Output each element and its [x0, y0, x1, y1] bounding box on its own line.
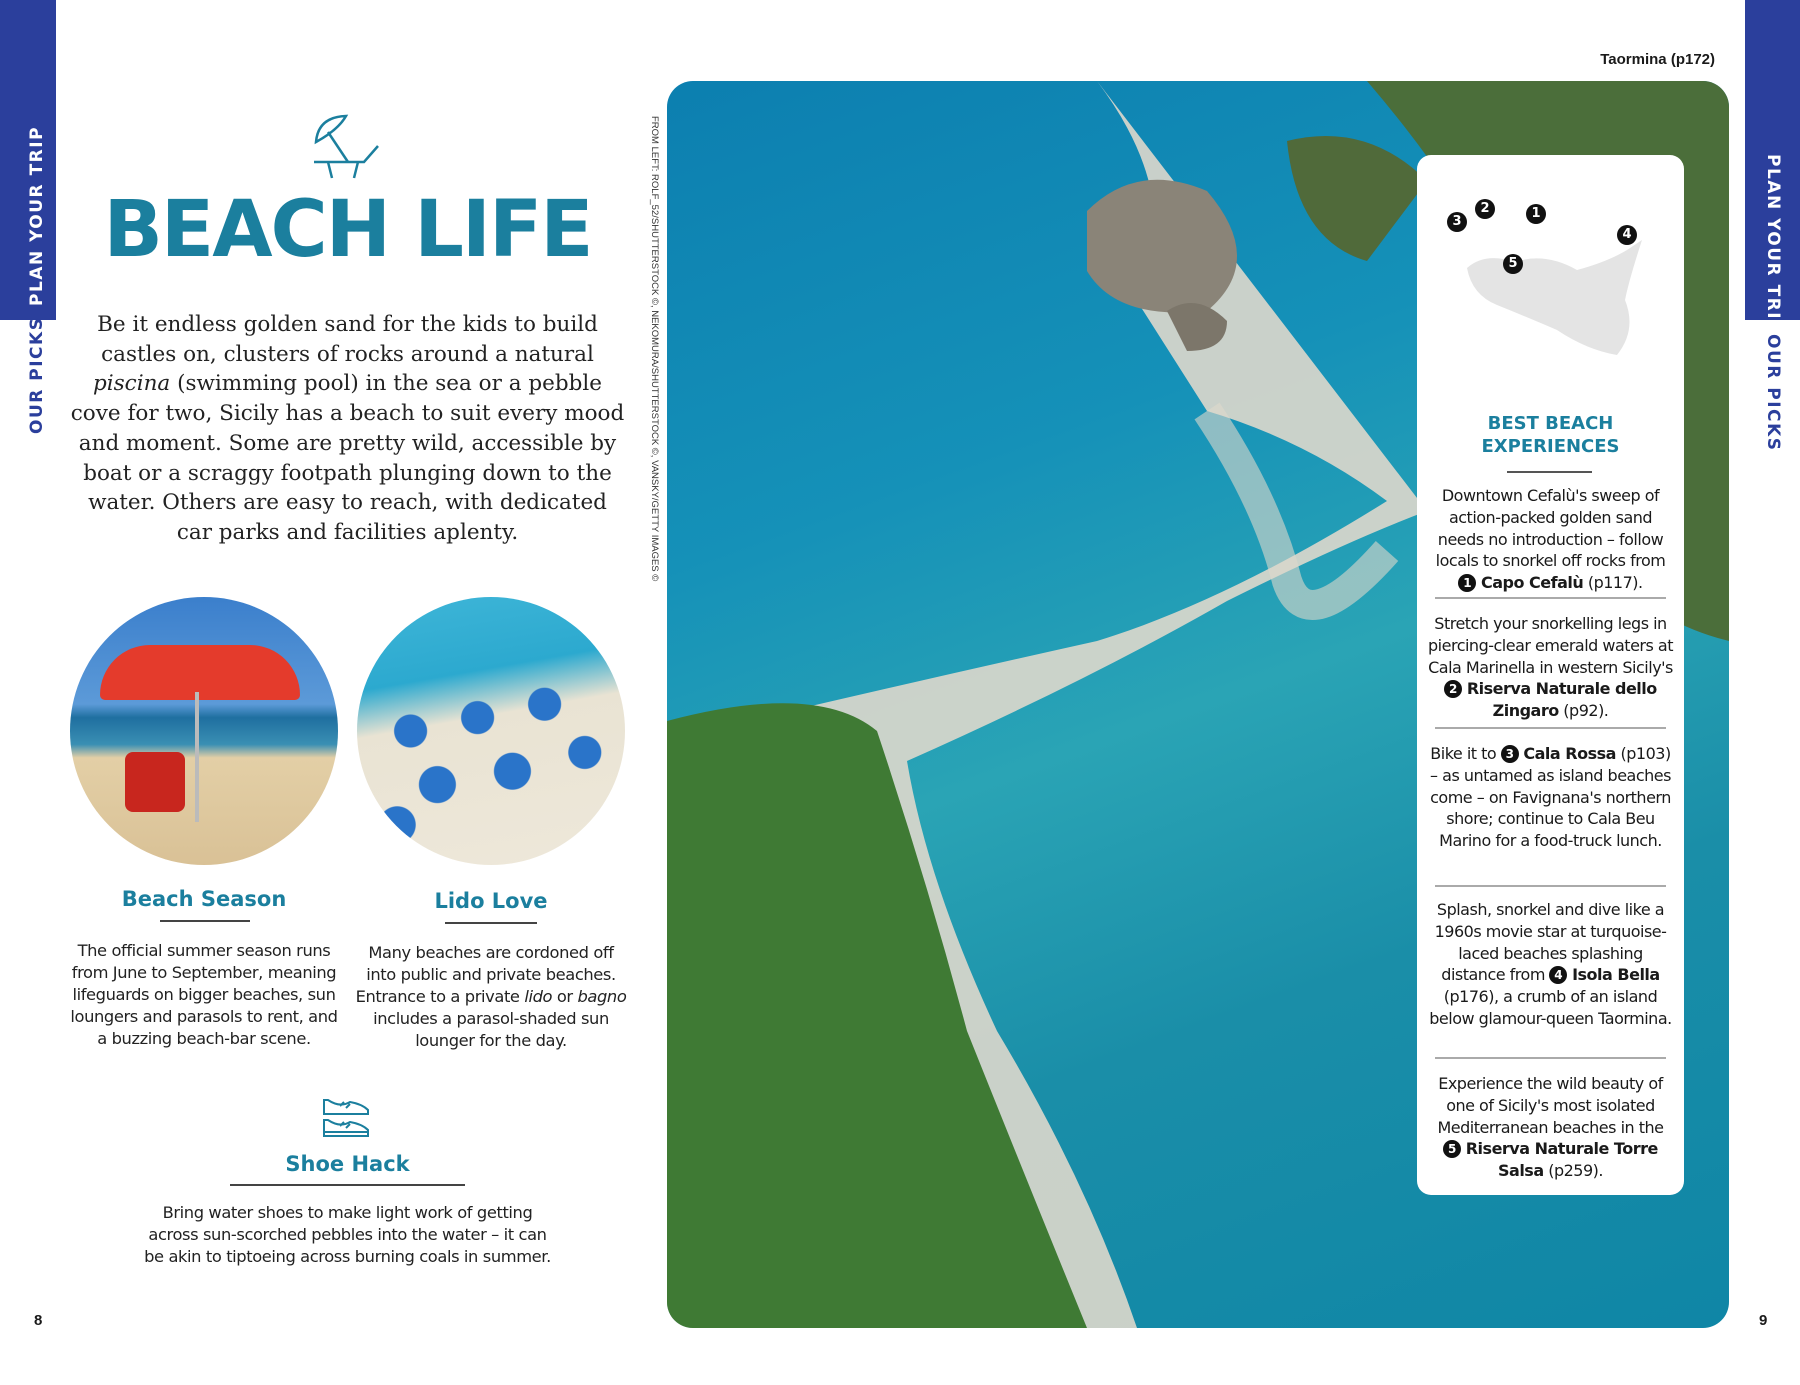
page-ref: (p259).: [1543, 1161, 1603, 1181]
number-badge: 2: [1444, 680, 1462, 698]
beach-season-text: The official summer season runs from June to September, meaning lifeguards on bigger beaches, sun loungers and parasols to rent, and a buzzing beach-bar scene.: [70, 941, 338, 1048]
page-number-left: 8: [34, 1312, 43, 1329]
lido-love-heading: Lido Love: [434, 889, 548, 913]
experience-item-3: [1427, 743, 1674, 852]
divider: [1507, 471, 1592, 473]
page-ref: (p176), a crumb of an island below glamour-queen Taormina.: [1429, 987, 1672, 1028]
beach-season-heading: Beach Season: [121, 887, 287, 911]
item-text: Downtown Cefalù's sweep of action-packed golden sand needs no introduction – follow locals to snorkel off rocks from: [1435, 486, 1666, 571]
place-name[interactable]: Cala Rossa: [1523, 744, 1616, 763]
lido-text: or: [552, 987, 578, 1006]
plan-your-trip-label-right: PLAN YOUR TRIP: [1763, 154, 1783, 335]
divider: [1435, 885, 1666, 887]
intro-text-2: (swimming pool) in the sea or a pebble cove for two, Sicily has a beach to suit every mood and moment. Some are pretty wild, accessible by boat or a scraggy footpath plunging down to the water. Others are easy to reach, with dedicated car parks and facilities aplenty.: [70, 371, 625, 545]
experience-item-2: [1427, 613, 1674, 722]
shoe-hack-text: Bring water shoes to make light work of getting across sun-scorched pebbles into the water – it can be akin to tiptoeing across burning coals in summer.: [144, 1203, 551, 1266]
number-badge: 5: [1443, 1140, 1461, 1158]
divider: [230, 1184, 465, 1186]
divider: [160, 920, 250, 922]
page-number-right: 9: [1759, 1312, 1768, 1329]
page-ref: (p92).: [1558, 701, 1609, 721]
item-text: Experience the wild beauty of one of Sicily's most isolated Mediterranean beaches in the: [1437, 1074, 1664, 1137]
card-heading-line-2: EXPERIENCES: [1481, 436, 1620, 457]
map-marker-2[interactable]: 2: [1475, 199, 1495, 219]
intro-italic: piscina: [93, 371, 171, 397]
number-badge: 4: [1549, 966, 1567, 984]
map-marker-4[interactable]: 4: [1617, 225, 1637, 245]
bagno-italic: bagno: [577, 987, 627, 1006]
lido-italic: lido: [524, 987, 553, 1006]
shoes-icon: [322, 1098, 370, 1142]
page-ref: (p117).: [1583, 573, 1643, 593]
card-heading-line-1: BEST BEACH: [1487, 413, 1614, 434]
divider: [1435, 1057, 1666, 1059]
shoe-hack-heading: Shoe Hack: [285, 1152, 410, 1176]
experience-item-4: [1427, 899, 1674, 1030]
intro-text: Be it endless golden sand for the kids to build castles on, clusters of rocks around a natural: [97, 312, 598, 367]
our-picks-label[interactable]: OUR PICKS: [27, 316, 47, 434]
photo-credit: FROM LEFT: ROLF_52/SHUTTERSTOCK ©, NEKOMURA/SHUTTERSTOCK ©, VANSKY/GETTY IMAGES ©: [649, 116, 660, 582]
number-badge: 3: [1501, 745, 1519, 763]
lido-text: includes a parasol-shaded sun lounger for the day.: [373, 1009, 609, 1050]
map-marker-5[interactable]: 5: [1503, 254, 1523, 274]
best-beach-experiences-card: [1417, 155, 1684, 1195]
item-text: Bike it to: [1430, 744, 1501, 763]
photo-caption: Taormina (p172): [1600, 51, 1715, 68]
map-marker-1[interactable]: 1: [1526, 204, 1546, 224]
page-title: BEACH LIFE: [103, 185, 592, 275]
beach-umbrella-lounger-icon: [308, 112, 386, 184]
place-name[interactable]: Riserva Naturale dello Zingaro: [1466, 679, 1657, 721]
divider: [1435, 727, 1666, 729]
place-name[interactable]: Capo Cefalù: [1480, 573, 1584, 593]
page-ref: (p103) – as untamed as island beaches come – on Favignana's northern shore; continue to Cala Beu Marino for a food-truck lunch.: [1430, 744, 1671, 851]
item-text: Splash, snorkel and dive like a 1960s movie star at turquoise-laced beaches splashing distance from: [1434, 900, 1667, 985]
lifeguard-umbrella-photo: [70, 597, 338, 865]
divider: [1435, 597, 1666, 599]
experience-item-5: [1427, 1073, 1674, 1182]
lido-love-text: [355, 942, 627, 1052]
place-name[interactable]: Riserva Naturale Torre Salsa: [1465, 1139, 1658, 1181]
place-name[interactable]: Isola Bella: [1572, 965, 1660, 985]
number-badge: 1: [1458, 574, 1476, 592]
card-heading: [1417, 412, 1684, 458]
intro-paragraph: [70, 310, 625, 548]
map-marker-3[interactable]: 3: [1447, 212, 1467, 232]
our-picks-label-right[interactable]: OUR PICKS: [1763, 334, 1783, 452]
plan-your-trip-label: PLAN YOUR TRIP: [27, 125, 47, 306]
item-text: Stretch your snorkelling legs in piercing-clear emerald waters at Cala Marinella in western Sicily's: [1428, 614, 1673, 677]
sicily-map: [1437, 190, 1657, 355]
divider: [445, 922, 537, 924]
lido-text: Many beaches are cordoned off into public and private beaches. Entrance to a private: [355, 943, 616, 1006]
experience-item-1: [1427, 485, 1674, 594]
beach-parasols-photo: [357, 597, 625, 865]
